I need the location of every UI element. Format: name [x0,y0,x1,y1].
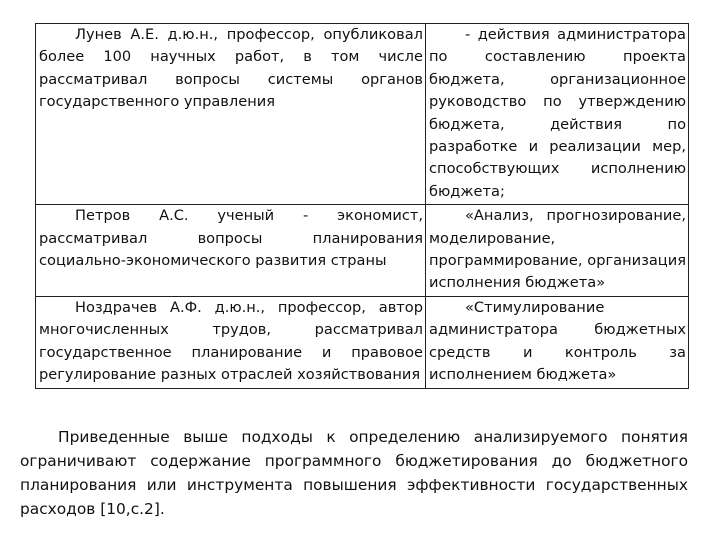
definition-text: «Стимулирование администратора бюджетных средств и контроль за исполнением бюджета» [429,298,686,384]
authors-table [35,23,689,389]
definition-text: - действия администратора по составлению проекта бюджета, организационное руководство по утверждению бюджета, действия по разработке и реализации мер, способствующих исполнению бюджета; [429,26,686,200]
table-row [36,296,689,388]
table-row [36,24,689,205]
author-cell [36,296,426,388]
definition-cell [426,24,689,205]
body-paragraph: Приведенные выше подходы к определению анализируемого понятия ограничивают содержание программного бюджетирования до бюджетного планирования или инструмента повышения эффективности государственных расходов [10,с.2]. [20,428,688,519]
author-cell [36,24,426,205]
author-description: Ноздрачев А.Ф. д.ю.н., профессор, автор многочисленных трудов, рассматривал государственное планирование и правовое регулирование разных отраслей хозяйствования [39,298,423,384]
definition-cell [426,296,689,388]
definition-text: «Анализ, прогнозирование, моделирование, программирование, организация исполнения бюджета» [429,207,686,292]
author-cell [36,205,426,297]
author-description: Лунев А.Е. д.ю.н., профессор, опубликовал более 100 научных работ, в том числе рассматривал вопросы системы органов государственного управления [39,26,423,111]
definition-cell [426,205,689,297]
table-row [36,205,689,297]
author-description: Петров А.С. ученый - экономист, рассматривал вопросы планирования социально-экономического развития страны [39,207,423,270]
